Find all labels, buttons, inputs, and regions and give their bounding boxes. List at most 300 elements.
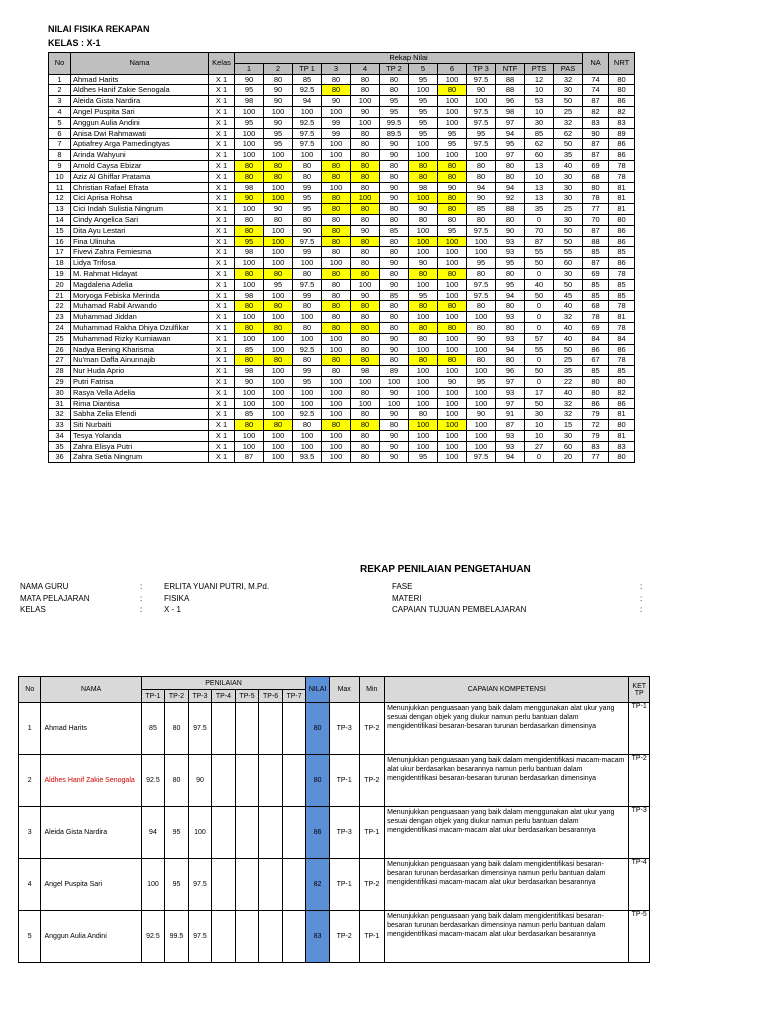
row-value: 100	[467, 247, 496, 258]
row-value: 86	[609, 258, 635, 269]
row-value: 80	[235, 301, 264, 312]
row-value: 90	[264, 96, 293, 107]
table-row	[19, 807, 650, 859]
row-value: 94	[496, 452, 525, 463]
row-nilai: 83	[306, 911, 330, 963]
table-row	[49, 312, 635, 323]
table-row	[49, 160, 635, 171]
row-value: 78	[583, 193, 609, 204]
row-value: 93.5	[293, 452, 322, 463]
row-value: 97	[496, 150, 525, 161]
row-value: 100	[322, 106, 351, 117]
row-value: 80	[322, 171, 351, 182]
table-row	[49, 74, 635, 85]
row-value: 100	[438, 290, 467, 301]
row-value: 97.5	[467, 290, 496, 301]
row-value: 80	[496, 355, 525, 366]
row-value: 97.5	[467, 279, 496, 290]
row-name: Aziz Al Ghiffar Pratama	[71, 171, 209, 182]
row-value: 10	[525, 430, 554, 441]
row-value: 95	[293, 376, 322, 387]
row-value: 80	[380, 247, 409, 258]
row-value: 84	[583, 333, 609, 344]
row-value: 80	[496, 268, 525, 279]
row-value: 80	[583, 387, 609, 398]
row-value: 80	[322, 322, 351, 333]
row-kelas: X 1	[209, 420, 235, 431]
row-value: 81	[609, 193, 635, 204]
row-value: 100	[264, 398, 293, 409]
row-value: 100	[409, 366, 438, 377]
row-value: 80	[380, 204, 409, 215]
row-value: 20	[554, 452, 583, 463]
row-value: 85	[609, 366, 635, 377]
row-value: 90	[380, 387, 409, 398]
row-name: Cici Indah Sulistia Ningrum	[71, 204, 209, 215]
table-row	[49, 398, 635, 409]
row-value: 86	[609, 150, 635, 161]
row-name: Nur Huda Aprio	[71, 366, 209, 377]
row-value: 80	[380, 236, 409, 247]
row-value: 95	[438, 128, 467, 139]
row-value: 100	[264, 290, 293, 301]
row-capaian: Menunjukkan penguasaan yang baik dalam mengidentifikasi besaran-besaran turunan berdasarkan dimensinya namun perlu bantuan dalam mengidentifikasi macam-macam alat ukur berdasarkan besarannya	[385, 859, 629, 911]
row-value: 80	[438, 160, 467, 171]
row-value: 100	[322, 258, 351, 269]
competency-table	[18, 676, 650, 963]
row-value: 100	[235, 204, 264, 215]
row-value: 85	[583, 247, 609, 258]
row-value: 57	[525, 333, 554, 344]
row-value: 90	[380, 193, 409, 204]
row-name: Cindy Angelica Sari	[71, 214, 209, 225]
row-value: 81	[609, 312, 635, 323]
row-min: TP-2	[359, 859, 385, 911]
row-tp	[235, 807, 259, 859]
row-value: 90	[409, 204, 438, 215]
row-no: 32	[49, 409, 71, 420]
row-value: 99	[293, 366, 322, 377]
col-sub-5: TP 2	[380, 63, 409, 74]
row-value: 87	[583, 258, 609, 269]
row-value: 85	[583, 290, 609, 301]
row-value: 85	[293, 74, 322, 85]
row-value: 80	[235, 420, 264, 431]
row-value: 100	[322, 182, 351, 193]
row-value: 97.5	[467, 74, 496, 85]
row-value: 80	[467, 171, 496, 182]
row-value: 92.5	[293, 344, 322, 355]
row-value: 93	[496, 247, 525, 258]
row-value: 95	[496, 279, 525, 290]
row-value: 100	[235, 441, 264, 452]
row-value: 93	[496, 312, 525, 323]
row-value: 95	[438, 225, 467, 236]
row-value: 100	[293, 387, 322, 398]
row-value: 90	[380, 430, 409, 441]
row-value: 80	[322, 247, 351, 258]
row-value: 100	[438, 430, 467, 441]
row-tp: 80	[165, 703, 189, 755]
row-value: 100	[235, 139, 264, 150]
comp-col-tp-5: TP-5	[235, 690, 259, 703]
row-value: 85	[583, 279, 609, 290]
row-value: 99	[293, 182, 322, 193]
row-value: 86	[609, 225, 635, 236]
row-value: 80	[351, 74, 380, 85]
row-tp	[282, 755, 306, 807]
row-value: 80	[351, 150, 380, 161]
row-value: 80	[293, 214, 322, 225]
table-row	[49, 409, 635, 420]
row-no: 30	[49, 387, 71, 398]
row-value: 88	[496, 74, 525, 85]
row-name: Sabha Zelia Efendi	[71, 409, 209, 420]
row-value: 100	[322, 376, 351, 387]
row-name: Cici Aprisa Rohsa	[71, 193, 209, 204]
row-value: 95	[496, 258, 525, 269]
row-kelas: X 1	[209, 344, 235, 355]
row-value: 97.5	[293, 279, 322, 290]
col-kelas: Kelas	[209, 53, 235, 75]
col-sub-3: 3	[322, 63, 351, 74]
row-value: 80	[438, 193, 467, 204]
row-no: 7	[49, 139, 71, 150]
row-value: 95	[264, 128, 293, 139]
row-value: 100	[293, 106, 322, 117]
row-value: 80	[609, 74, 635, 85]
table-row	[49, 193, 635, 204]
row-value: 97.5	[467, 452, 496, 463]
row-value: 35	[554, 366, 583, 377]
row-max: TP-3	[329, 807, 359, 859]
row-no: 29	[49, 376, 71, 387]
row-value: 80	[380, 268, 409, 279]
row-value: 100	[380, 398, 409, 409]
row-value: 90	[380, 441, 409, 452]
comp-col-tp-4: TP-4	[212, 690, 236, 703]
row-value: 82	[609, 387, 635, 398]
row-value: 40	[554, 301, 583, 312]
row-kelas: X 1	[209, 430, 235, 441]
row-value: 80	[467, 160, 496, 171]
row-value: 81	[609, 182, 635, 193]
row-name: Muhamad Rabil Arwando	[71, 301, 209, 312]
row-name: Moryoga Febiska Merinda	[71, 290, 209, 301]
row-value: 80	[235, 322, 264, 333]
row-kelas: X 1	[209, 85, 235, 96]
row-value: 0	[525, 355, 554, 366]
row-kelas: X 1	[209, 236, 235, 247]
row-value: 100	[409, 420, 438, 431]
row-value: 95	[496, 139, 525, 150]
row-value: 85	[525, 128, 554, 139]
row-kelas: X 1	[209, 452, 235, 463]
row-name: Magdalena Adelia	[71, 279, 209, 290]
row-value: 100	[264, 452, 293, 463]
row-value: 80	[322, 301, 351, 312]
row-value: 78	[609, 322, 635, 333]
materi-label: MATERI	[392, 594, 422, 603]
row-value: 80	[322, 204, 351, 215]
guru-value: ERLITA YUANI PUTRI, M.Pd.	[164, 582, 270, 591]
row-value: 87	[583, 225, 609, 236]
row-value: 80	[351, 430, 380, 441]
row-value: 100	[409, 312, 438, 323]
row-value: 100	[264, 387, 293, 398]
row-kelas: X 1	[209, 290, 235, 301]
row-value: 78	[609, 171, 635, 182]
col-nrt: NRT	[609, 53, 635, 75]
row-value: 90	[380, 150, 409, 161]
row-value: 99	[293, 290, 322, 301]
row-value: 50	[554, 236, 583, 247]
row-value: 100	[438, 247, 467, 258]
row-value: 95	[293, 193, 322, 204]
comp-col-nilai: NILAI	[306, 677, 330, 703]
row-value: 100	[322, 333, 351, 344]
row-kelas: X 1	[209, 225, 235, 236]
row-value: 90	[380, 279, 409, 290]
col-sub-2: TP 1	[293, 63, 322, 74]
row-value: 100	[235, 106, 264, 117]
row-value: 85	[380, 225, 409, 236]
row-min: TP-1	[359, 807, 385, 859]
row-name: Anggun Aulia Andini	[41, 911, 141, 963]
row-value: 100	[438, 452, 467, 463]
row-value: 80	[583, 182, 609, 193]
row-no: 16	[49, 236, 71, 247]
row-value: 80	[351, 301, 380, 312]
row-value: 86	[583, 398, 609, 409]
row-value: 85	[609, 279, 635, 290]
row-nilai: 82	[306, 859, 330, 911]
row-value: 80	[351, 333, 380, 344]
row-tp	[235, 755, 259, 807]
table-row	[49, 322, 635, 333]
row-value: 93	[496, 387, 525, 398]
col-rekap-nilai: Rekap Nilai	[235, 53, 583, 64]
row-max: TP-2	[329, 911, 359, 963]
row-value: 100	[264, 225, 293, 236]
row-value: 95	[380, 96, 409, 107]
row-no: 21	[49, 290, 71, 301]
row-value: 0	[525, 312, 554, 323]
row-value: 50	[554, 139, 583, 150]
row-max: TP-1	[329, 755, 359, 807]
row-value: 97	[496, 117, 525, 128]
row-value: 90	[235, 74, 264, 85]
row-value: 97.5	[467, 225, 496, 236]
row-value: 80	[409, 268, 438, 279]
row-value: 80	[609, 376, 635, 387]
row-value: 80	[438, 301, 467, 312]
row-no: 4	[19, 859, 41, 911]
row-value: 70	[583, 214, 609, 225]
comp-col-ket: KET TP	[629, 677, 650, 703]
col-sub-10: PTS	[525, 63, 554, 74]
row-no: 1	[19, 703, 41, 755]
mapel-label: MATA PELAJARAN	[20, 594, 90, 603]
row-value: 80	[351, 85, 380, 96]
row-value: 80	[380, 160, 409, 171]
row-value: 100	[322, 398, 351, 409]
row-value: 92.5	[293, 117, 322, 128]
row-no: 19	[49, 268, 71, 279]
row-value: 100	[467, 366, 496, 377]
row-no: 9	[49, 160, 71, 171]
row-value: 30	[554, 430, 583, 441]
row-value: 32	[554, 74, 583, 85]
row-value: 25	[554, 204, 583, 215]
row-kelas: X 1	[209, 106, 235, 117]
row-value: 12	[525, 74, 554, 85]
row-no: 2	[49, 85, 71, 96]
row-value: 93	[496, 430, 525, 441]
table-row	[49, 171, 635, 182]
row-value: 80	[351, 182, 380, 193]
row-value: 90	[264, 85, 293, 96]
table-row	[19, 755, 650, 807]
row-value: 80	[293, 171, 322, 182]
row-value: 90	[380, 452, 409, 463]
row-value: 80	[322, 355, 351, 366]
row-value: 90	[380, 333, 409, 344]
row-value: 80	[351, 322, 380, 333]
row-value: 80	[322, 279, 351, 290]
row-value: 100	[351, 193, 380, 204]
row-value: 13	[525, 182, 554, 193]
row-value: 80	[322, 74, 351, 85]
row-min: TP-1	[359, 911, 385, 963]
row-value: 100	[467, 344, 496, 355]
row-no: 1	[49, 74, 71, 85]
row-value: 97.5	[293, 128, 322, 139]
row-value: 55	[525, 344, 554, 355]
row-kelas: X 1	[209, 376, 235, 387]
row-value: 0	[525, 376, 554, 387]
row-value: 69	[583, 160, 609, 171]
row-tp: 100	[188, 807, 212, 859]
row-value: 100	[409, 85, 438, 96]
row-name: Nu'man Daffa Ainunnajib	[71, 355, 209, 366]
row-value: 100	[322, 452, 351, 463]
row-name: Ahmad Harits	[41, 703, 141, 755]
row-value: 13	[525, 160, 554, 171]
row-no: 31	[49, 398, 71, 409]
row-value: 80	[264, 171, 293, 182]
row-capaian: Menunjukkan penguasaan yang baik dalam mengidentifikasi besaran-besaran turunan berdasarkan dimensinya namun perlu bantuan dalam mengidentifikasi macam-macam alat ukur berdasarkan besarannya	[385, 911, 629, 963]
row-value: 80	[322, 85, 351, 96]
row-value: 100	[264, 376, 293, 387]
row-value: 100	[264, 441, 293, 452]
row-value: 100	[351, 117, 380, 128]
row-value: 90	[380, 139, 409, 150]
row-value: 86	[609, 344, 635, 355]
class-label: KELAS : X-1	[48, 38, 101, 48]
row-kelas: X 1	[209, 160, 235, 171]
col-na: NA	[583, 53, 609, 75]
row-value: 100	[351, 96, 380, 107]
row-value: 30	[554, 193, 583, 204]
row-name: Muhammad Rakha Dhiya Dzulfikar	[71, 322, 209, 333]
row-value: 80	[322, 312, 351, 323]
row-ket: TP-4	[629, 859, 650, 911]
row-value: 87	[583, 96, 609, 107]
row-value: 100	[438, 312, 467, 323]
row-value: 95	[264, 139, 293, 150]
row-value: 62	[554, 128, 583, 139]
row-value: 100	[438, 344, 467, 355]
row-name: Zahra Elisya Putri	[71, 441, 209, 452]
row-tp: 94	[141, 807, 165, 859]
row-value: 84	[609, 333, 635, 344]
row-value: 100	[409, 139, 438, 150]
row-value: 74	[583, 85, 609, 96]
row-value: 80	[322, 236, 351, 247]
table-row	[49, 268, 635, 279]
row-value: 98	[496, 106, 525, 117]
row-value: 85	[609, 290, 635, 301]
row-value: 80	[438, 322, 467, 333]
row-name: Fina Ulinuha	[71, 236, 209, 247]
row-value: 95	[467, 258, 496, 269]
row-value: 80	[438, 355, 467, 366]
row-value: 87	[583, 139, 609, 150]
row-value: 0	[525, 452, 554, 463]
row-value: 94	[467, 182, 496, 193]
row-value: 85	[467, 204, 496, 215]
row-value: 77	[583, 204, 609, 215]
row-value: 87	[583, 150, 609, 161]
table-row	[49, 204, 635, 215]
row-value: 80	[235, 214, 264, 225]
row-value: 80	[351, 247, 380, 258]
row-value: 80	[438, 171, 467, 182]
row-value: 0	[525, 268, 554, 279]
row-value: 80	[351, 409, 380, 420]
row-value: 100	[438, 441, 467, 452]
row-value: 45	[554, 290, 583, 301]
row-value: 100	[293, 430, 322, 441]
row-value: 89.5	[380, 128, 409, 139]
row-value: 85	[235, 344, 264, 355]
row-value: 27	[525, 441, 554, 452]
row-value: 15	[554, 420, 583, 431]
row-value: 95	[264, 279, 293, 290]
row-value: 98	[235, 182, 264, 193]
row-value: 85	[235, 409, 264, 420]
row-value: 80	[380, 171, 409, 182]
row-value: 80	[467, 322, 496, 333]
row-value: 80	[351, 452, 380, 463]
row-value: 95	[409, 452, 438, 463]
row-value: 100	[409, 376, 438, 387]
row-tp	[282, 807, 306, 859]
table-row	[49, 355, 635, 366]
row-value: 55	[525, 247, 554, 258]
row-ket: TP-5	[629, 911, 650, 963]
table-row	[49, 279, 635, 290]
table-row	[49, 441, 635, 452]
row-value: 100	[409, 225, 438, 236]
row-value: 10	[525, 420, 554, 431]
row-value: 100	[438, 236, 467, 247]
row-name: Aleida Gista Nardira	[71, 96, 209, 107]
row-value: 90	[583, 128, 609, 139]
row-tp	[259, 703, 283, 755]
row-tp: 97.5	[188, 911, 212, 963]
